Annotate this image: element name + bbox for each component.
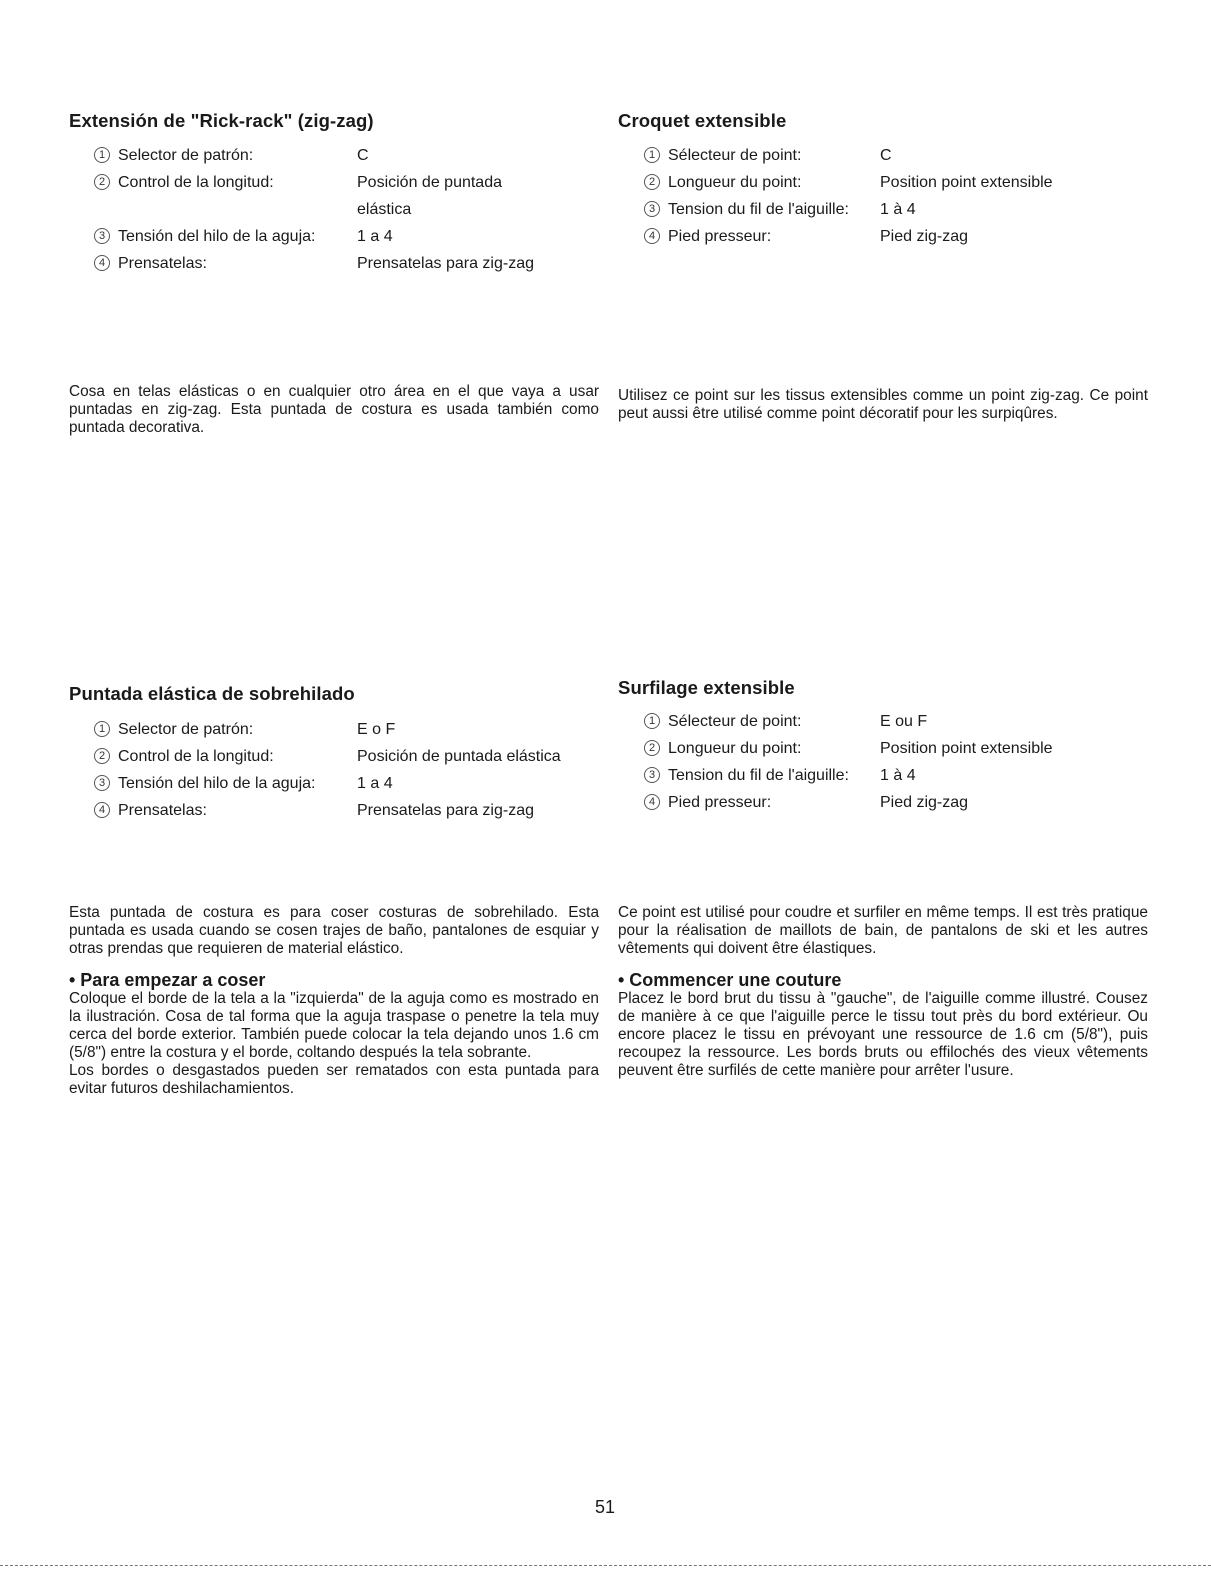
circled-number: 4 [94, 802, 110, 818]
setting-row [94, 797, 624, 824]
setting-value: E o F [357, 721, 396, 738]
circled-number: 1 [644, 147, 660, 163]
body-text: Esta puntada de costura es para coser costuras de sobrehilado. Esta puntada es usada cuando se cosen trajes de baño, pantalones de esquiar y otras prendas que requieren de material elástico. [69, 904, 599, 957]
setting-value: C [357, 147, 369, 164]
circled-number: 4 [94, 255, 110, 271]
section-title-es-sobrehilado: Puntada elástica de sobrehilado [69, 683, 355, 704]
setting-label: Control de la longitud: [118, 174, 274, 191]
setting-label: Control de la longitud: [118, 748, 274, 765]
setting-row [644, 142, 1174, 169]
setting-row [644, 223, 1174, 250]
setting-value: 1 a 4 [357, 775, 393, 792]
section-title-fr-surfilage: Surfilage extensible [618, 677, 795, 698]
setting-label: Longueur du point: [668, 174, 802, 191]
setting-label: Tension du fil de l'aiguille: [668, 201, 849, 218]
setting-label: Prensatelas: [118, 255, 207, 272]
setting-label: Pied presseur: [668, 794, 772, 811]
setting-value: Posición de puntada elástica [357, 748, 561, 765]
setting-value: 1 à 4 [880, 201, 916, 218]
setting-row [94, 743, 624, 770]
subsection-text: Los bordes o desgastados pueden ser rematados con esta puntada para evitar futuros deshilachamientos. [69, 1062, 599, 1097]
setting-value: Pied zig-zag [880, 228, 969, 245]
body-fr-surfilage [618, 904, 1148, 1080]
setting-label: Sélecteur de point: [668, 147, 802, 164]
circled-number: 1 [94, 147, 110, 163]
setting-value: C [880, 147, 892, 164]
settings-list-fr-croquet [644, 142, 1174, 250]
setting-row [644, 708, 1174, 735]
subsection-title: • Para empezar a coser [69, 970, 266, 990]
section-title-fr-croquet: Croquet extensible [618, 110, 787, 131]
setting-label: Longueur du point: [668, 740, 802, 757]
subsection-title: • Commencer une couture [618, 970, 842, 990]
setting-label: Selector de patrón: [118, 721, 254, 738]
subsection-text: Coloque el borde de la tela a la "izquierda" de la aguja como es mostrado en la ilustración. Cosa de tal forma que la aguja traspase o penetre la tela muy cerca del borde exterior. También puede colocar la tela dejando unos 1.6 cm (5/8") entre la costura y el borde, coltando después la tela sobrante. [69, 990, 599, 1061]
circled-number: 3 [644, 201, 660, 217]
setting-row [94, 223, 624, 250]
setting-value: 1 à 4 [880, 767, 916, 784]
setting-row [94, 142, 624, 169]
circled-number: 3 [94, 775, 110, 791]
subsection-text: Placez le bord brut du tissu à "gauche", de l'aiguille comme illustré. Cousez de manière à ce que l'aiguille perce le tissu tout près du bord extérieur. Ou encore placez le tissu en prévoyant une ressource de 1.6 cm (5/8"), puis recoupez la ressource. Les bords bruts ou effilochés des vieux vêtements peuvent être surfilés de cette manière pour arrêter l'usure. [618, 990, 1148, 1079]
setting-label: Tensión del hilo de la aguja: [118, 228, 316, 245]
setting-value: 1 a 4 [357, 228, 393, 245]
setting-label: Prensatelas: [118, 802, 207, 819]
body-es-sobrehilado [69, 904, 599, 1098]
setting-row [644, 762, 1174, 789]
setting-label: Pied presseur: [668, 228, 772, 245]
setting-row [94, 716, 624, 743]
circled-number: 2 [94, 174, 110, 190]
setting-row [94, 169, 624, 223]
setting-row [644, 735, 1174, 762]
setting-value: Posición de puntada elástica [357, 174, 502, 218]
setting-value: Position point extensible [880, 740, 1053, 757]
setting-value: Prensatelas para zig-zag [357, 255, 534, 272]
setting-row [94, 770, 624, 797]
body-text-fr-croquet: Utilisez ce point sur les tissus extensibles comme un point zig-zag. Ce point peut aussi être utilisé comme point décoratif pour les surpiqûres. [618, 387, 1148, 422]
circled-number: 4 [644, 794, 660, 810]
circled-number: 2 [644, 740, 660, 756]
circled-number: 4 [644, 228, 660, 244]
setting-label: Tension du fil de l'aiguille: [668, 767, 849, 784]
circled-number: 1 [94, 721, 110, 737]
circled-number: 2 [94, 748, 110, 764]
setting-label: Selector de patrón: [118, 147, 254, 164]
setting-value: Pied zig-zag [880, 794, 969, 811]
setting-label: Tensión del hilo de la aguja: [118, 775, 316, 792]
settings-list-fr-surfilage [644, 708, 1174, 816]
circled-number: 3 [94, 228, 110, 244]
settings-list-es-sobrehilado [94, 716, 624, 824]
body-text: Ce point est utilisé pour coudre et surfiler en même temps. Il est très pratique pour la réalisation de maillots de bain, de pantalons de ski et les autres vêtements qui doivent être élastiques. [618, 904, 1148, 957]
body-text-es-rickrack: Cosa en telas elásticas o en cualquier otro área en el que vaya a usar puntadas en zig-zag. Esta puntada de costura es usada también como puntada decorativa. [69, 383, 599, 436]
circled-number: 3 [644, 767, 660, 783]
setting-row [644, 169, 1174, 196]
section-title-es-rickrack: Extensión de "Rick-rack" (zig-zag) [69, 110, 374, 131]
setting-value: Prensatelas para zig-zag [357, 802, 534, 819]
setting-value: E ou F [880, 713, 928, 730]
setting-label: Sélecteur de point: [668, 713, 802, 730]
setting-row [94, 250, 624, 277]
circled-number: 1 [644, 713, 660, 729]
bottom-divider [0, 1565, 1211, 1566]
setting-value: Position point extensible [880, 174, 1053, 191]
settings-list-es-rickrack [94, 142, 624, 277]
circled-number: 2 [644, 174, 660, 190]
setting-row [644, 789, 1174, 816]
setting-row [644, 196, 1174, 223]
page-number: 51 [594, 1497, 616, 1517]
